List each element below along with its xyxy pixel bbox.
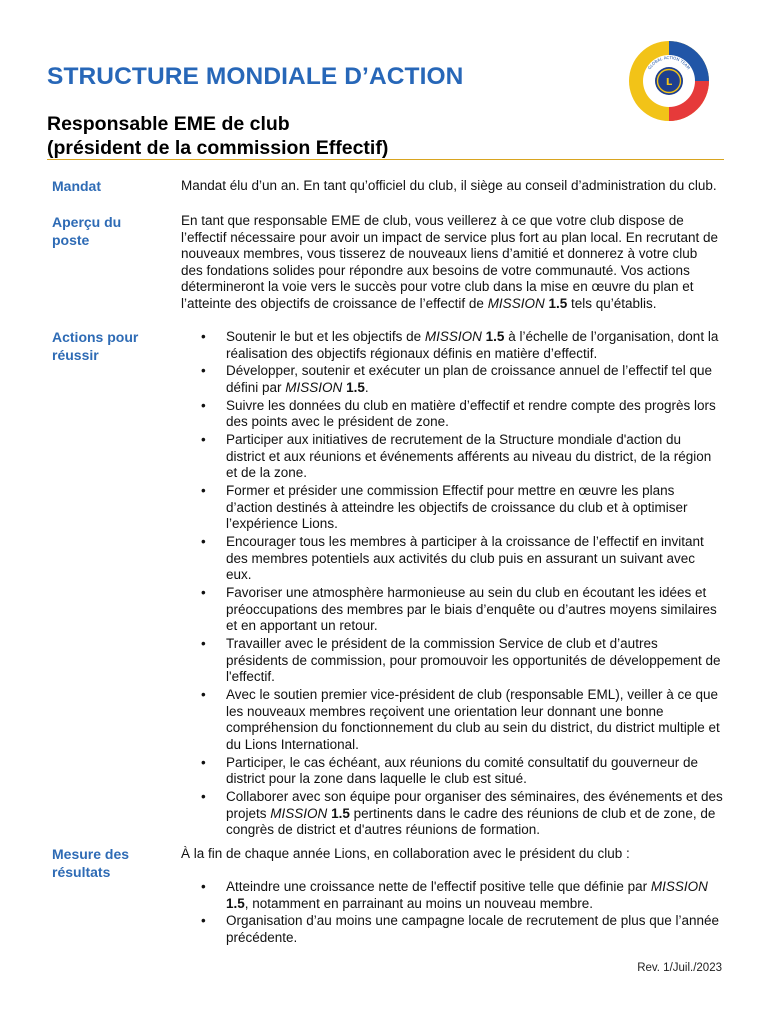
section-label-apercu: Aperçu du poste <box>52 214 122 248</box>
global-action-team-logo-icon <box>628 40 710 122</box>
section-label-mandat: Mandat <box>52 178 101 194</box>
bullet-item <box>201 879 723 912</box>
bullet-text: Participer, le cas échéant, aux réunions du comité consultatif du gouverneur de district pour la zone dans laquelle le club est situé. <box>226 754 699 787</box>
section-label-mesure: Mesure des résultats <box>52 846 130 880</box>
mission-number: 1.5 <box>331 805 350 821</box>
header-divider <box>47 159 724 160</box>
bullet-text: Avec le soutien premier vice-président de club (responsable EML), veiller à ce que les nouveaux membres reçoivent une orientation leur donnant une bonne compréhension du fonctionnement du club au sein du district, du district multiple et du Lions International. <box>226 686 720 752</box>
bullet-text: Former et présider une commission Effectif pour mettre en œuvre les plans d’action destinés à atteindre les objectifs de croissance du club et à optimiser l’expérience Lions. <box>226 483 688 532</box>
mission-term: MISSION <box>650 879 708 894</box>
mission-term: MISSION <box>270 805 328 821</box>
page-title: STRUCTURE MONDIALE D’ACTION <box>47 63 464 90</box>
bullet-text: Suivre les données du club en matière d’effectif et rendre compte des progrès lors des points avec le président de zone. <box>226 397 716 430</box>
actions-list <box>201 329 723 840</box>
bullet-item <box>201 432 723 482</box>
bullet-item <box>201 363 723 396</box>
apercu-text: En tant que responsable EME de club, vous veillerez à ce que votre club dispose de l’effectif nécessaire pour avoir un impact de service plus fort au plan local. En recrutant de nouveaux membres, vous tisserez de nouveaux liens d’amitié et donnerez à votre club des fondations solides pour répondre aux besoins de votre communauté. Vos actions détermineront la voie vers le succès pour votre club dans la mise en œuvre du plan et l’atteinte des objectifs de croissance de l’effectif de MISSION 1.5 tels qu’établis. <box>181 213 719 311</box>
bullet-icon: • <box>201 329 206 344</box>
bullet-text: Favoriser une atmosphère harmonieuse au sein du club en écoutant les idées et préoccupations des membres par le biais d’enquête ou d’autres moyens similaires et en apportant un retour. <box>226 585 717 634</box>
bullet-icon: • <box>201 788 206 804</box>
mission-number: 1.5 <box>485 329 505 344</box>
mesure-intro: À la fin de chaque année Lions, en collaboration avec le président du club : <box>181 846 630 861</box>
role-title: Responsable EME de club <box>47 113 290 135</box>
svg-text:GLOBAL ACTION TEAM: GLOBAL ACTION TEAM <box>646 54 692 71</box>
bullet-icon: • <box>201 483 206 499</box>
bullet-item <box>201 636 723 686</box>
bullet-item <box>201 687 723 753</box>
bullet-icon: • <box>201 397 206 413</box>
mission-number: 1.5 <box>226 895 245 911</box>
revision-footer: Rev. 1/Juil./2023 <box>637 962 722 974</box>
bullet-item <box>201 585 723 635</box>
bullet-text: Atteindre une croissance nette de l'effectif positive telle que définie par <box>226 879 651 894</box>
mission-term: MISSION <box>424 329 482 344</box>
bullet-item <box>201 329 723 362</box>
bullet-icon: • <box>201 585 206 601</box>
bullet-text-end: à l’échelle de l’organisation, dont la réalisation des objectifs régionaux définis en matière d’effectif. <box>226 329 719 361</box>
bullet-text: Collaborer avec son équipe pour organiser des séminaires, des événements et des projets <box>226 788 723 821</box>
bullet-text: Encourager tous les membres à participer à la croissance de l’effectif en invitant des membres potentiels aux activités du club puis en assurant un suivant avec eux. <box>226 534 704 583</box>
bullet-icon: • <box>201 879 206 894</box>
bullet-icon: • <box>201 636 206 651</box>
mesure-list <box>201 879 723 948</box>
bullet-item <box>201 913 723 946</box>
bullet-text-end: pertinents dans le cadre des réunions de club et de zone, de congrès de district et d'autres réunions de formation. <box>226 805 716 838</box>
bullet-icon: • <box>201 754 206 770</box>
bullet-item <box>201 398 723 431</box>
bullet-text: Développer, soutenir et exécuter un plan de croissance annuel de l’effectif tel que défini par <box>226 363 713 395</box>
mandat-text: Mandat élu d’un an. En tant qu’officiel du club, il siège au conseil d’administration du club. <box>181 178 717 193</box>
bullet-icon: • <box>201 913 206 929</box>
bullet-item <box>201 755 723 788</box>
bullet-text: Organisation d’au moins une campagne locale de recrutement de plus que l’année précédente. <box>226 913 720 945</box>
role-heading <box>47 112 388 160</box>
role-subtitle: (président de la commission Effectif) <box>47 137 389 159</box>
bullet-icon: • <box>201 686 206 702</box>
bullet-text: Participer aux initiatives de recrutement de la Structure mondiale d'action du district et aux réunions et événements afférents au niveau du district, de la région et de la zone. <box>226 432 712 481</box>
mission-term: MISSION <box>285 379 343 395</box>
bullet-text: Travailler avec le président de la commission Service de club et d’autres présidents de commission, pour promouvoir les opportunités de développement de l'effectif. <box>226 636 721 685</box>
section-label-actions: Actions pour réussir <box>52 329 139 363</box>
bullet-item <box>201 483 723 533</box>
bullet-item <box>201 789 723 839</box>
mission-number: 1.5 <box>346 379 365 395</box>
svg-text:L: L <box>665 77 673 88</box>
bullet-text: Soutenir le but et les objectifs de <box>226 329 425 344</box>
bullet-item <box>201 534 723 584</box>
bullet-text-end: . <box>364 379 369 395</box>
bullet-text-end: , notamment en parrainant au moins un nouveau membre. <box>244 895 593 911</box>
bullet-icon: • <box>201 534 206 550</box>
bullet-icon: • <box>201 363 206 379</box>
bullet-icon: • <box>201 432 206 448</box>
